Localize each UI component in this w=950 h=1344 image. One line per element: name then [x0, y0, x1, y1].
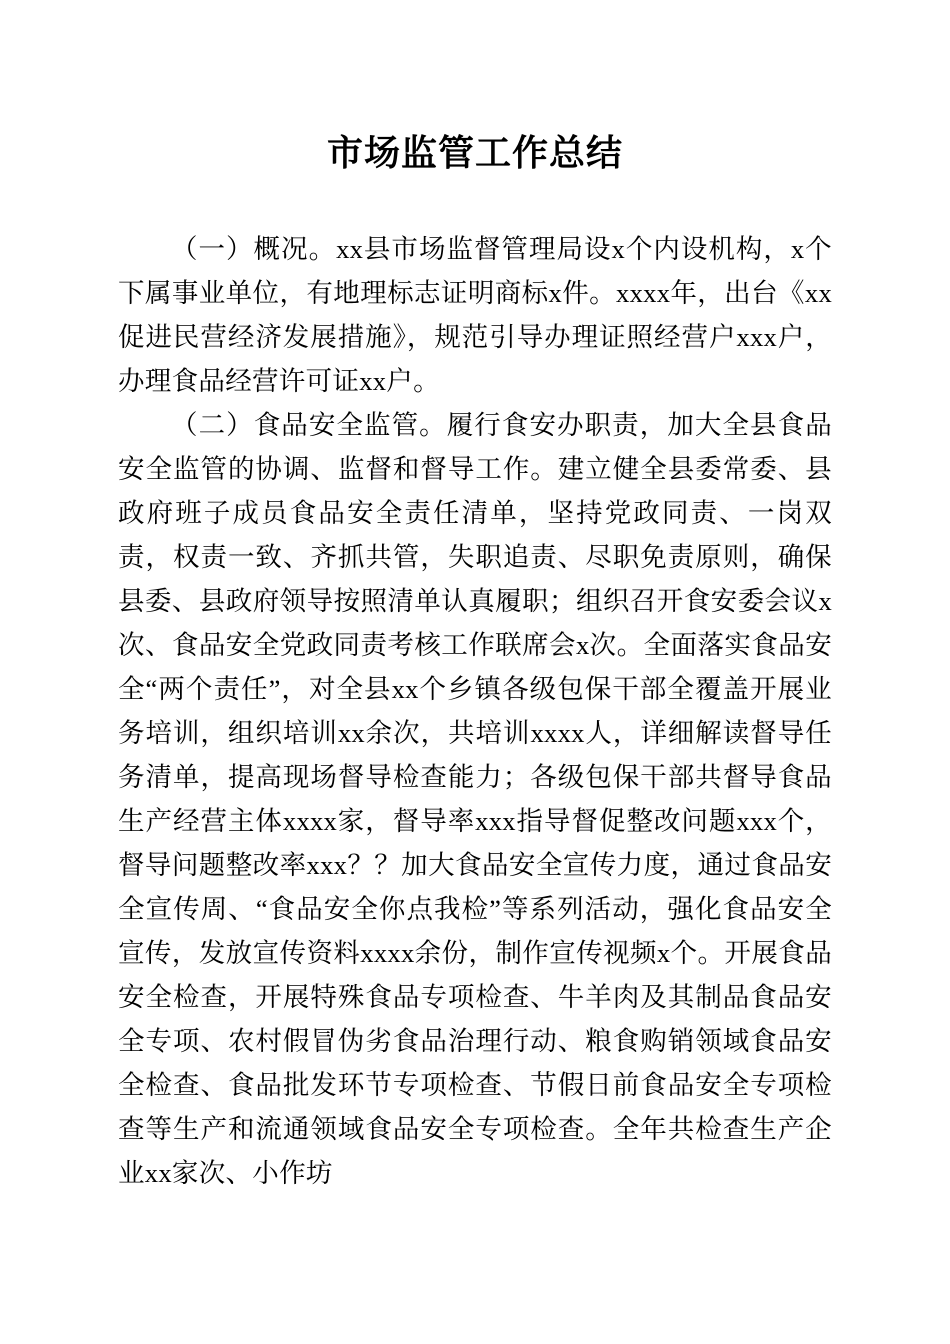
- document-body: [118, 227, 832, 1195]
- paragraph-food-safety-supervision: （二）食品安全监管。履行食安办职责，加大全县食品安全监管的协调、监督和督导工作。建立健全县委常委、县政府班子成员食品安全责任清单，坚持党政同责、一岗双责，权责一致、齐抓共管，失职追责、尽职免责原则，确保县委、县政府领导按照清单认真履职；组织召开食安委会议x次、食品安全党政同责考核工作联席会x次。全面落实食品安全“两个责任”，对全县xx个乡镇各级包保干部全覆盖开展业务培训，组织培训xx余次，共培训xxxx人，详细解读督导任务清单，提高现场督导检查能力；各级包保干部共督导食品生产经营主体xxxx家，督导率xxx指导督促整改问题xxx个，督导问题整改率xxx？？加大食品安全宣传力度，通过食品安全宣传周、“食品安全你点我检”等系列活动，强化食品安全宣传，发放宣传资料xxxx余份，制作宣传视频x个。开展食品安全检查，开展特殊食品专项检查、牛羊肉及其制品食品安全专项、农村假冒伪劣食品治理行动、粮食购销领域食品安全检查、食品批发环节专项检查、节假日前食品安全专项检查等生产和流通领域食品安全专项检查。全年共检查生产企业xx家次、小作坊: [118, 410, 832, 1188]
- document-title: 市场监管工作总结: [326, 132, 623, 173]
- paragraph-overview: （一）概况。xx县市场监督管理局设x个内设机构，x个下属事业单位，有地理标志证明商标x件。xxxx年，出台《xx促进民营经济发展措施》，规范引导办理证照经营户xxx户，办理食品经营许可证xx户。: [118, 234, 832, 396]
